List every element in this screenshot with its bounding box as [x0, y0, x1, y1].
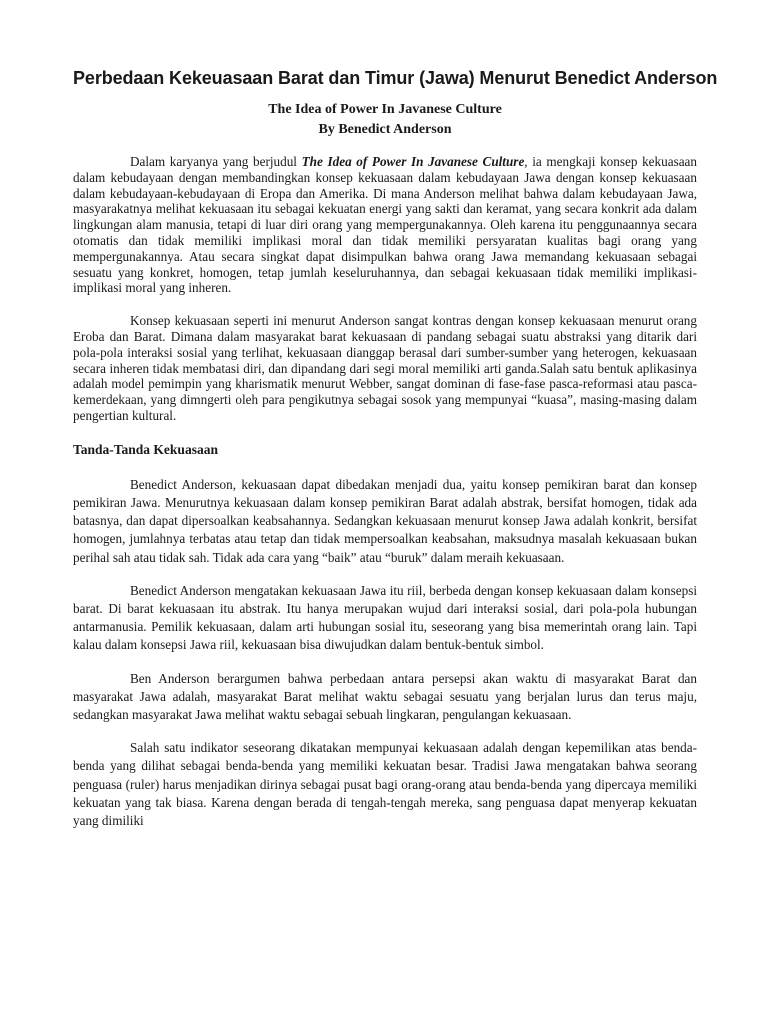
author-line: By Benedict Anderson [318, 122, 452, 137]
work-subtitle: The Idea of Power In Javanese Culture [268, 102, 502, 117]
body-paragraph-3: Benedict Anderson, kekuasaan dapat dibedakan menjadi dua, yaitu konsep pemikiran barat dan konsep pemikiran Jawa. Menurutnya kekuasaan dalam konsep pemikiran Barat adalah abstrak, bersifat homogen, tidak ada batasnya, dan dapat dipersoalkan keabsahannya. Sedangkan kekuasaan menurut konsep Jawa adalah konkrit, bersifat homogen, jumlahnya terbatas atau tetap dan tidak mempersoalkan keabsahan, maksudnya masalah kekuasaan bukan perihal sah atau tidak sah. Tidak ada cara yang “baik” atau “buruk” dalam meraih kekuasaan. [73, 476, 697, 565]
body-paragraph-5: Ben Anderson berargumen bahwa perbedaan antara persepsi akan waktu di masyarakat Barat dan masyarakat Jawa adalah, masyarakat Barat melihat waktu sebagai sesuatu yang berjalan lurus dan terus maju, sedangkan masyarakat Jawa melihat waktu sebagai sebuah lingkaran, pengulangan kekuasaan. [73, 670, 697, 722]
intro-text-rest: , ia mengkaji konsep kekuasaan dalam kebudayaan dengan membandingkan konsep kekuasaan dalam kebudayaan Jawa dengan konsep kekuasaan dalam kebudayaan-kebudayaan di Eropa dan Amerika. Di mana Anderson melihat bahwa dalam kebudayaan Jawa, masyarakatnya melihat kekuasaan itu sebagai kekuatan energi yang sakti dan keramat, yang secara konkrit ada dalam lingkungan alam manusia, tetapi di luar diri orang yang mempergunakannya. Oleh karena itu penggunaannya secara otomatis dan tidak memiliki implikasi moral dan tidak memiliki persyaratan kualitas bagi orang yang mempergunakannya. Atau secara singkat dapat disimpulkan bahwa orang Jawa memandang kekuasaan sebagai sesuatu yang konkret, homogen, tetap jumlah keseluruhannya, dan sebagai kekuasaan tidak memiliki implikasi-implikasi moral yang inheren. [73, 154, 698, 296]
intro-work-title: The Idea of Power In Javanese Culture [301, 154, 525, 169]
body-paragraph-6: Salah satu indikator seseorang dikatakan mempunyai kekuasaan adalah dengan kepemilikan atas benda-benda yang dilihat sebagai benda-benda yang memiliki kekuatan besar. Tradisi Jawa mengatakan bahwa seorang penguasa (ruler) harus menjadikan dirinya sebagai pusat bagi orang-orang atau benda-benda yang dipercaya memiliki kekuatan yang tak biasa. Karena dengan berada di tengah-tengah mereka, sang penguasa dapat menyerap kekuatan yang dimiliki [73, 740, 697, 828]
intro-paragraph [73, 154, 697, 296]
document-title: Perbedaan Kekeuasaan Barat dan Timur (Jawa) Menurut Benedict Anderson [73, 68, 718, 88]
body-paragraph-2: Konsep kekuasaan seperti ini menurut Anderson sangat kontras dengan konsep kekuasaan menurut orang Eroba dan Barat. Dimana dalam masyarakat barat kekuasaan di pandang sebagai suatu abstraksi yang ditarik dari pola-pola interaksi sosial yang terlihat, kekuasaan dianggap berasal dari sumber-sumber yang heterogen, kekuasaan secara inheren tidak membatasi diri, dan dipandang dari segi moral memiliki arti ganda.Salah satu bentuk aplikasinya adalah model pemimpin yang kharismatik menurut Webber, sangat dominan di fase-fase pasca-reformasi atau pasca-kemerdekaan, yang dimngerti oleh para pengikutnya sebagai sosok yang mempunyai “kuasa”, masing-masing dalam pengertian kultural. [73, 313, 697, 423]
intro-text-start: Dalam karyanya yang berjudul [130, 154, 302, 169]
body-paragraph-4: Benedict Anderson mengatakan kekuasaan Jawa itu riil, berbeda dengan konsep kekuasaan dalam konsepsi barat. Di barat kekuasaan itu abstrak. Itu hanya merupakan wujud dari interaksi sosial, dari pola-pola hubungan antarmanusia. Pemilik kekuasaan, dalam arti hubungan sosial itu, seseorang yang bisa memerintah orang lain. Tapi kalau dalam konsepsi Jawa riil, kekuasaan bisa diwujudkan dalam bentuk-bentuk simbol. [73, 582, 697, 653]
section-heading: Tanda-Tanda Kekuasaan [73, 441, 218, 457]
document-page [73, 66, 718, 845]
